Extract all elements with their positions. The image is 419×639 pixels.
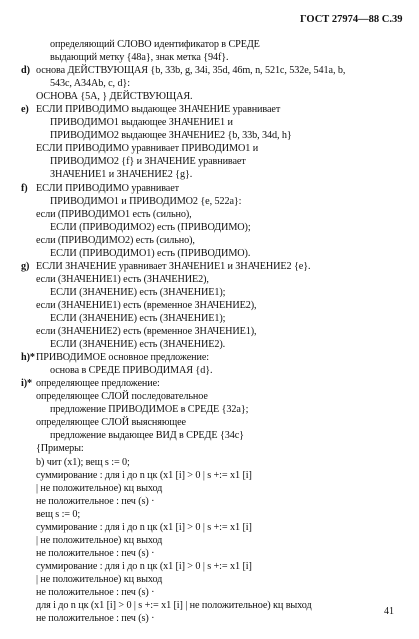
text-line [36, 38, 408, 51]
line-text: определяющее предложение: [36, 378, 160, 390]
line-text: ПРИВОДИМО1 выдающее ЗНАЧЕНИЕ1 и [50, 117, 233, 129]
item-marker: e) [21, 104, 29, 116]
page-number: 41 [384, 606, 394, 617]
text-line [21, 377, 408, 390]
text-line [36, 612, 408, 625]
text-line [36, 221, 408, 234]
line-text: ПРИВОДИМОЕ основное предложение: [36, 352, 210, 364]
page-header: ГОСТ 27974—88 С.39 [300, 14, 403, 25]
line-text: выдающий метку {48a}, знак метка {94f}. [50, 52, 229, 64]
document-body [21, 38, 408, 625]
text-line [36, 586, 408, 599]
text-line [36, 429, 408, 442]
text-line [36, 534, 408, 547]
line-text: ОСНОВА {5A, } ДЕЙСТВУЮЩАЯ. [36, 91, 193, 103]
line-text: определяющее СЛОЙ выясняющее [36, 417, 186, 429]
line-text: если (ПРИВОДИМО1 есть (сильно), [36, 208, 192, 220]
text-line [36, 90, 408, 103]
line-text: | не положительное) кц выход [36, 534, 163, 546]
text-line [36, 116, 408, 129]
line-text: суммирование : для i до n цк (x1 [i] > 0 | s +:= x1 [i] [36, 560, 252, 572]
text-line [36, 560, 408, 573]
text-line [36, 469, 408, 482]
text-line [36, 325, 408, 338]
text-line [36, 403, 408, 416]
text-line [21, 182, 408, 195]
text-line [36, 338, 408, 351]
text-line [21, 103, 408, 116]
line-text: {Примеры: [36, 443, 84, 455]
text-line [36, 155, 408, 168]
line-text: определяющий СЛОВО идентификатор в СРЕДЕ [50, 39, 260, 50]
line-text: ЕСЛИ (ПРИВОДИМО2) есть (ПРИВОДИМО); [50, 221, 251, 233]
text-line [36, 521, 408, 534]
line-text: если (ПРИВОДИМО2) есть (сильно), [36, 234, 195, 246]
text-line [36, 456, 408, 469]
text-line [36, 247, 408, 260]
text-line [36, 495, 408, 508]
line-text: b) чит (x1); вещ s := 0; [36, 456, 130, 468]
line-text: ЕСЛИ (ЗНАЧЕНИЕ) есть (ЗНАЧЕНИЕ1); [50, 286, 226, 298]
line-text: если (ЗНАЧЕНИЕ1) есть (временное ЗНАЧЕНИЕ2), [36, 299, 257, 311]
line-text: суммирование : для i до n цк (x1 [i] > 0 | s +:= x1 [i] [36, 469, 252, 481]
line-text: ПРИВОДИМО1 и ПРИВОДИМО2 {e, 522a}: [50, 195, 242, 207]
line-text: если (ЗНАЧЕНИЕ1) есть (ЗНАЧЕНИЕ2), [36, 273, 209, 285]
item-marker: f) [21, 182, 28, 194]
line-text: не положительное : печ (s) · [36, 495, 155, 507]
line-text: ПРИВОДИМО2 выдающее ЗНАЧЕНИЕ2 {b, 33b, 34d, h} [50, 130, 292, 142]
text-line [36, 77, 408, 90]
line-text: не положительное : печ (s) · [36, 586, 155, 598]
item-marker: i)* [21, 378, 33, 390]
line-text: ЗНАЧЕНИЕ1 и ЗНАЧЕНИЕ2 {g}. [50, 169, 193, 181]
line-text: вещ s := 0; [36, 508, 81, 520]
text-line [36, 599, 408, 612]
line-text: определяющее СЛОЙ последовательное [36, 391, 208, 403]
text-line [36, 299, 408, 312]
text-line [36, 573, 408, 586]
text-line [36, 168, 408, 181]
text-line [36, 482, 408, 495]
line-text: ЕСЛИ ЗНАЧЕНИЕ уравнивает ЗНАЧЕНИЕ1 и ЗНАЧЕНИЕ2 {e}. [36, 260, 311, 272]
line-text: не положительное : печ (s) · [36, 547, 155, 559]
text-line [21, 64, 408, 77]
text-line [36, 142, 408, 155]
line-text: ЕСЛИ (ПРИВОДИМО1) есть (ПРИВОДИМО). [50, 247, 251, 259]
item-marker: g) [21, 260, 30, 272]
text-line [36, 286, 408, 299]
line-text: ЕСЛИ (ЗНАЧЕНИЕ) есть (ЗНАЧЕНИЕ2). [50, 339, 226, 351]
text-line [36, 508, 408, 521]
line-text: предложение выдающее ВИД в СРЕДЕ {34c} [50, 430, 244, 442]
line-text: для i до n цк (x1 [i] > 0 | s +:= x1 [i] | не положительное) кц выход [36, 600, 312, 612]
text-line [36, 273, 408, 286]
text-line [36, 234, 408, 247]
text-line [36, 312, 408, 325]
text-line [36, 547, 408, 560]
line-text: ЕСЛИ ПРИВОДИМО уравнивает ПРИВОДИМО1 и [36, 143, 259, 155]
line-text: если (ЗНАЧЕНИЕ2) есть (временное ЗНАЧЕНИЕ1), [36, 326, 257, 338]
text-line [36, 51, 408, 64]
line-text: суммирование : для i до n цк (x1 [i] > 0 | s +:= x1 [i] [36, 521, 252, 533]
text-line [36, 195, 408, 208]
line-text: не положительное : печ (s) · [36, 613, 155, 625]
item-marker: d) [21, 65, 30, 77]
line-text: ЕСЛИ (ЗНАЧЕНИЕ) есть (ЗНАЧЕНИЕ1); [50, 312, 226, 324]
text-line [36, 390, 408, 403]
line-text: 543c, A34Ab, c, d}: [50, 78, 130, 90]
text-line [36, 129, 408, 142]
line-text: предложение ПРИВОДИМОЕ в СРЕДЕ {32a}; [50, 404, 249, 416]
line-text: ЕСЛИ ПРИВОДИМО выдающее ЗНАЧЕНИЕ уравнивает [36, 104, 281, 116]
line-text: основа в СРЕДЕ ПРИВОДИМАЯ {d}. [50, 365, 213, 377]
line-text: | не положительное) кц выход [36, 573, 163, 585]
text-line [36, 364, 408, 377]
line-text: ПРИВОДИМО2 {f} и ЗНАЧЕНИЕ уравнивает [50, 156, 246, 168]
line-text: ЕСЛИ ПРИВОДИМО уравнивает [36, 182, 179, 194]
item-marker: h)* [21, 352, 35, 364]
line-text: | не положительное) кц выход [36, 482, 163, 494]
text-line [36, 442, 408, 455]
text-line [36, 208, 408, 221]
line-text: основа ДЕЙСТВУЮЩАЯ {b, 33b, g, 34i, 35d, 46m, n, 521c, 532e, 541a, b, [36, 65, 346, 77]
text-line [36, 416, 408, 429]
text-line [21, 260, 408, 273]
text-line [21, 351, 408, 364]
